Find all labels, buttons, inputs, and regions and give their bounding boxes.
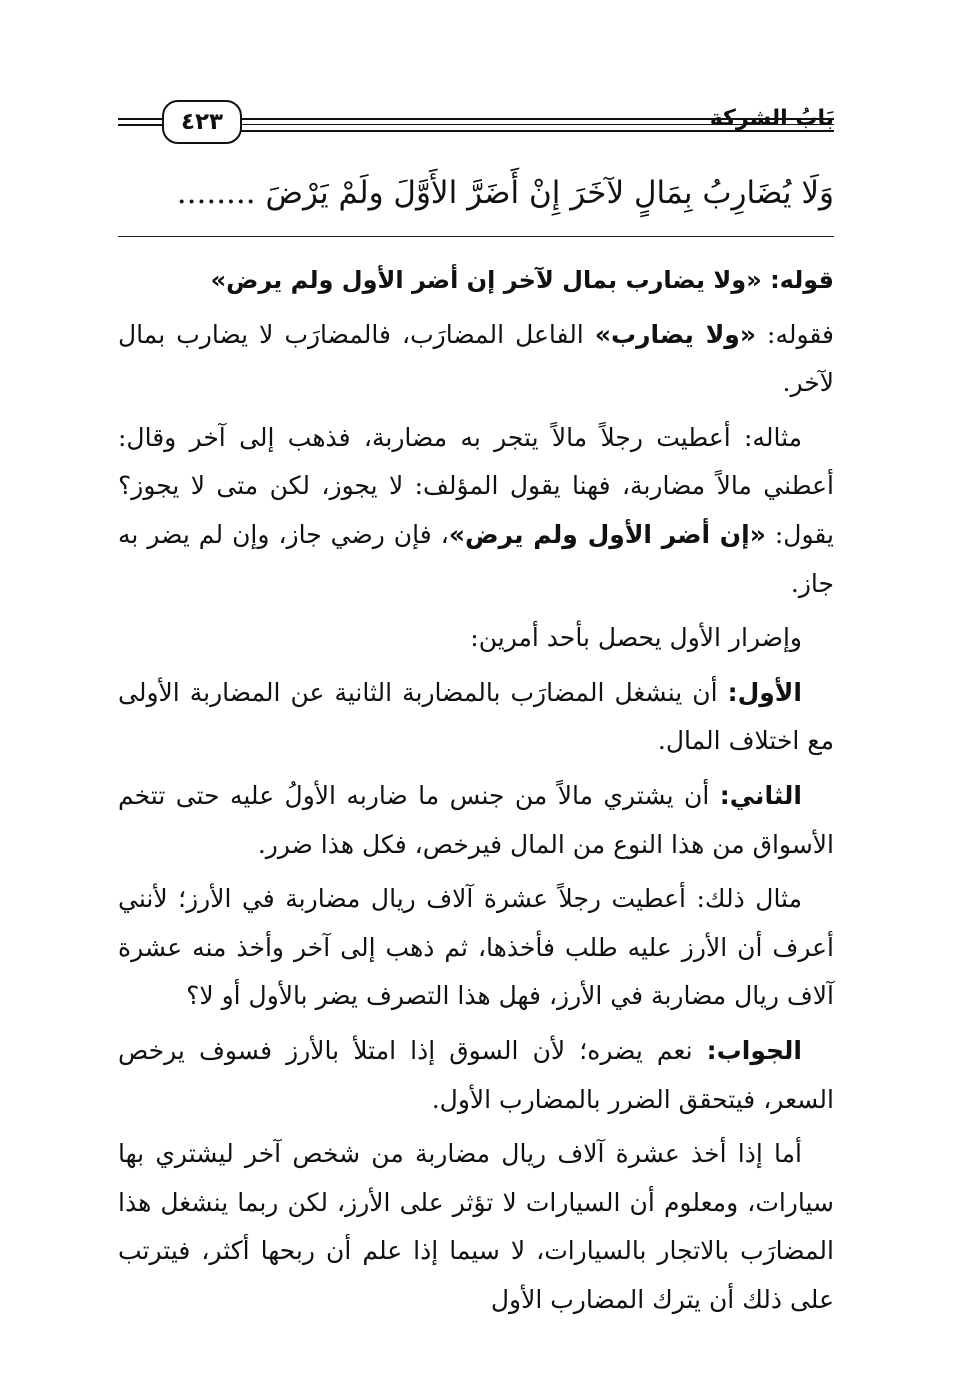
- text-run: فقوله:: [756, 319, 835, 349]
- chapter-title: بَابُ الشركة: [709, 106, 834, 131]
- commentary-paragraph: [118, 614, 834, 663]
- bold-phrase: قوله: «ولا يضارب بمال لآخر إن أضر الأول ولم يرض»: [210, 266, 834, 294]
- bold-phrase: «إن أضر الأول ولم يرض»: [448, 519, 766, 549]
- commentary-paragraph: [118, 311, 834, 408]
- text-run: مثال ذلك: أعطيت رجلاً عشرة آلاف ريال مضاربة في الأرز؛ لأنني أعرف أن الأرز عليه طلب فأخذها، ثم ذهب إلى آخر وأخذ منه عشرة آلاف ريال مضاربة في الأرز، فهل هذا التصرف يضر بالأول أو لا؟: [118, 884, 834, 1011]
- bold-phrase: الثاني:: [719, 780, 802, 810]
- commentary-paragraph: [118, 1027, 834, 1124]
- commentary-paragraph: [118, 669, 834, 766]
- text-run: الفاعل المضارَب، فالمضارَب لا يضارب بمال لآخر.: [118, 319, 834, 398]
- text-run: أن ينشغل المضارَب بالمضاربة الثانية عن المضاربة الأولى مع اختلاف المال.: [118, 677, 834, 756]
- commentary-paragraph: [118, 414, 834, 608]
- bold-phrase: «ولا يضارب»: [594, 319, 756, 349]
- text-run: مثاله: أعطيت رجلاً مالاً يتجر به مضاربة، فذهب إلى آخر وقال: أعطني مالاً مضاربة، فهنا يقول المؤلف: لا يجوز، لكن متى لا يجوز؟ يقول:: [118, 422, 834, 549]
- bold-phrase: الجواب:: [706, 1035, 802, 1065]
- header-rule-left-top: [118, 118, 162, 120]
- header-rule-left-bottom: [118, 124, 162, 126]
- page-number: ٤٢٣: [162, 100, 242, 144]
- text-run: أن يشتري مالاً من جنس ما ضاربه الأولُ عليه حتى تتخم الأسواق من هذا النوع من المال فيرخص، فكل هذا ضرر.: [118, 780, 834, 859]
- text-run: أما إذا أخذ عشرة آلاف ريال مضاربة من شخص آخر ليشتري بها سيارات، ومعلوم أن السيارات لا تؤثر على الأرز، لكن ربما ينشغل هذا المضارَب بالاتجار بالسيارات، لا سيما إذا علم أن ربحها أكثر، فيترتب على ذلك أن يترك المضارب الأول: [118, 1139, 834, 1314]
- matn-divider: [118, 236, 834, 237]
- text-run: وإضرار الأول يحصل بأحد أمرين:: [470, 623, 802, 653]
- commentary-body: [118, 256, 834, 1330]
- text-run: نعم يضره؛ لأن السوق إذا امتلأ بالأرز فسوف يرخص السعر، فيتحقق الضرر بالمضارب الأول.: [118, 1035, 834, 1114]
- commentary-paragraph: [118, 875, 834, 1021]
- text-run: ، فإن رضي جاز، وإن لم يضر به جاز.: [118, 519, 834, 598]
- matn-text: وَلَا يُضَارِبُ بِمَالٍ لآخَرَ إِنْ أَضَرَّ الأَوَّلَ ولَمْ يَرْضَ ........: [176, 175, 834, 211]
- running-header: [118, 96, 834, 152]
- commentary-paragraph: [118, 772, 834, 869]
- bold-phrase: الأول:: [727, 677, 802, 707]
- commentary-paragraph: [118, 256, 834, 305]
- commentary-paragraph: [118, 1130, 834, 1324]
